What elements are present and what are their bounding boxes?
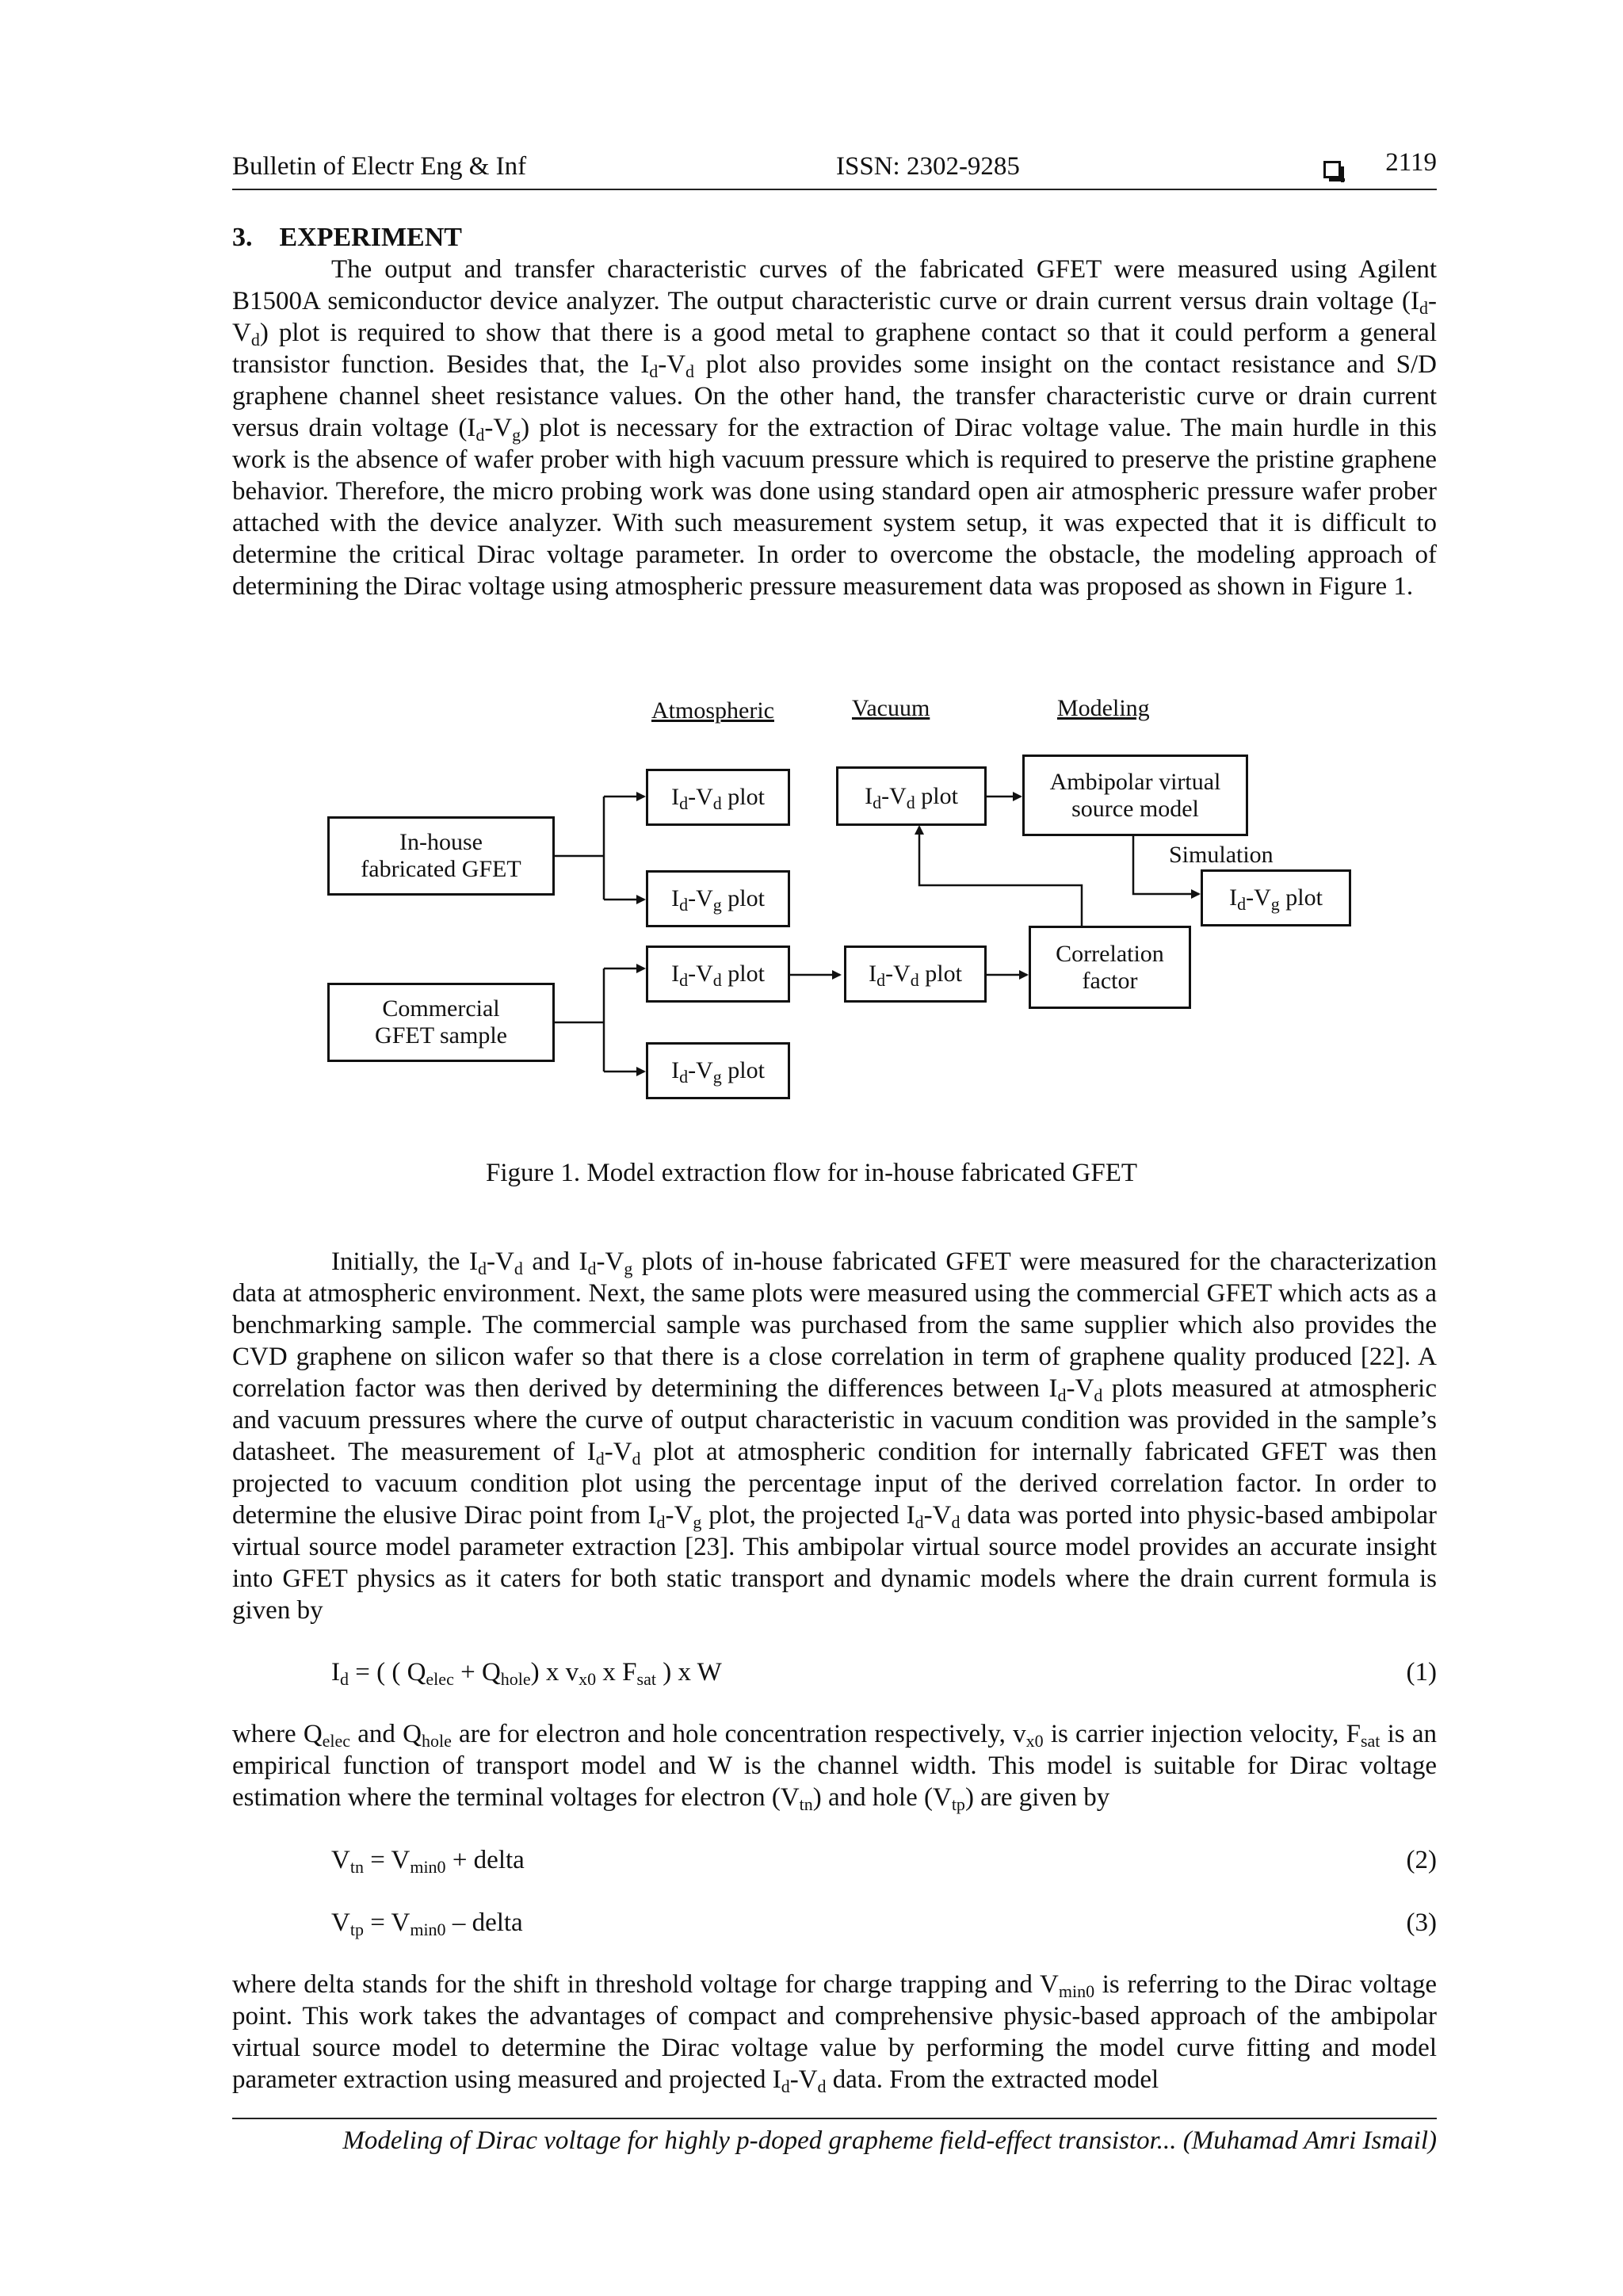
section-number: 3. bbox=[232, 223, 253, 252]
box-atm-inhouse-idvd: $I_d-V_d$ plot bbox=[646, 769, 790, 826]
header-rule bbox=[232, 189, 1437, 190]
column-header-atmospheric: Atmospheric bbox=[651, 697, 774, 724]
box-atm-commercial-idvg: $I_d-V_g$ plot bbox=[646, 1042, 790, 1099]
paragraph-1: The output and transfer characteristic curves of the fabricated GFET were measured using Agilent B1500A semiconductor device analyzer. The output characteristic curve or drain current versus drain voltage $(I_d-V_d)$ plot is required to show that there is a good metal to graphene contact so that it could perform a general transistor function. Besides that, the $I_d-V_d$ plot also provides some insight on the contact resistance and S/D graphene channel sheet resistance values. On the other hand, the transfer characteristic curve or drain current versus drain voltage $(I_d-V_g)$ plot is necessary for the extraction of Dirac voltage value. The main hurdle in this work is the absence of wafer prober with high vacuum pressure which is required to preserve the pristine graphene behavior. Therefore, the micro probing work was done using standard open air atmospheric pressure wafer prober attached with the device analyzer. With such measurement system setup, it was expected that it is difficult to determine the critical Dirac voltage parameter. In order to overcome the obstacle, the modeling approach of determining the Dirac voltage using atmospheric pressure measurement data was proposed as shown in Figure 1. bbox=[232, 255, 1437, 601]
box-atm-commercial-idvd: $I_d-V_d$ plot bbox=[646, 946, 790, 1003]
box-vacuum-idvd-top: $I_d-V_d$ plot bbox=[836, 766, 987, 826]
equation-1: $I_d$ = ( ( $Q_{elec} + Q_{hole}$) x $v_{x0}$ x $F_{sat}$ ) x W bbox=[331, 1658, 722, 1689]
paragraph-2: Initially, the $I_d-V_d$ and $I_d-V_g$ plots of in-house fabricated GFET were measured for the characterization data at atmospheric environment. Next, the same plots were measured using the commercial GFET which acts as a benchmarking sample. The commercial sample was purchased from the same supplier which also provides the CVD graphene on silicon wafer so that there is a close correlation in term of graphene quality produced [22]. A correlation factor was then derived by determining the differences between $I_d-V_d$ plots measured at atmospheric and vacuum pressures where the curve of output characteristic in vacuum condition was provided in the sample’s datasheet. The measurement of $I_d-V_d$ plot at atmospheric condition for internally fabricated GFET was then projected to vacuum condition plot using the percentage input of the derived correlation factor. In order to determine the elusive Dirac point from $I_d-V_g$ plot, the projected $I_d-V_d$ data was ported into physic-based ambipolar virtual source model parameter extraction [23]. This ambipolar virtual source model provides an accurate insight into GFET physics as it caters for both static transport and dynamic models where the drain current formula is given by bbox=[232, 1247, 1438, 1625]
equation-3: $V_{tp} = V_{min0}$ – delta bbox=[331, 1908, 523, 1939]
equation-1-number: (1) bbox=[1406, 1658, 1437, 1687]
column-header-vacuum: Vacuum bbox=[852, 695, 930, 721]
equation-2-number: (2) bbox=[1406, 1846, 1437, 1874]
arrow-correlation-to-vacuum-idvd bbox=[919, 827, 1082, 926]
figure-caption: Figure 1. Model extraction flow for in-house fabricated GFET bbox=[485, 1159, 1138, 1187]
box-inhouse-gfet: In-house fabricated GFET bbox=[327, 816, 555, 896]
section-heading bbox=[232, 222, 462, 254]
label-simulation: Simulation bbox=[1169, 842, 1274, 868]
box-atm-inhouse-idvg: $I_d-V_g$ plot bbox=[646, 870, 790, 927]
running-header-journal: Bulletin of Electr Eng & Inf bbox=[232, 152, 527, 181]
box-vacuum-idvd-projected: $I_d-V_d$ plot bbox=[844, 946, 987, 1003]
arrow-ambipolar-to-simulation bbox=[1133, 836, 1199, 894]
box-ambipolar-model: Ambipolar virtual source model bbox=[1022, 755, 1248, 836]
running-footer: Modeling of Dirac voltage for highly p-doped grapheme field-effect transistor... (Muhamad Amri Ismail) bbox=[342, 2126, 1437, 2155]
paragraph-4: where delta stands for the shift in threshold voltage for charge trapping and $V_{min0}$ is referring to the Dirac voltage point. This work takes the advantages of compact and comprehensive physic-based approach of the ambipolar virtual source model to determine the Dirac voltage value by performing the model curve fitting and model parameter extraction using measured and projected $I_d-V_d$ data. From the extracted model bbox=[232, 1970, 1437, 2096]
page-box-icon bbox=[1323, 161, 1341, 178]
box-simulation-idvg: $I_d-V_g$ plot bbox=[1201, 869, 1351, 926]
paragraph-3: where $Q_{elec}$ and $Q_{hole}$ are for electron and hole concentration respectively, $v_{x0}$ is carrier injection velocity, $F_{sat}$ is an empirical function of transport model and W is the channel width. This model is suitable for Dirac voltage estimation where the terminal voltages for electron $(V_{tn})$ and hole $(V_{tp})$ are given by bbox=[232, 1720, 1437, 1814]
equation-3-number: (3) bbox=[1406, 1908, 1437, 1937]
equation-2: $V_{tn} = V_{min0}$ + delta bbox=[331, 1846, 525, 1877]
box-correlation-factor: Correlation factor bbox=[1029, 926, 1191, 1009]
column-header-modeling: Modeling bbox=[1057, 695, 1150, 721]
footer-rule bbox=[232, 2118, 1437, 2119]
page-number: 2119 bbox=[1385, 148, 1437, 177]
section-title: EXPERIMENT bbox=[279, 223, 462, 252]
running-header-issn: ISSN: 2302-9285 bbox=[836, 152, 1020, 181]
box-commercial-gfet: Commercial GFET sample bbox=[327, 983, 555, 1062]
